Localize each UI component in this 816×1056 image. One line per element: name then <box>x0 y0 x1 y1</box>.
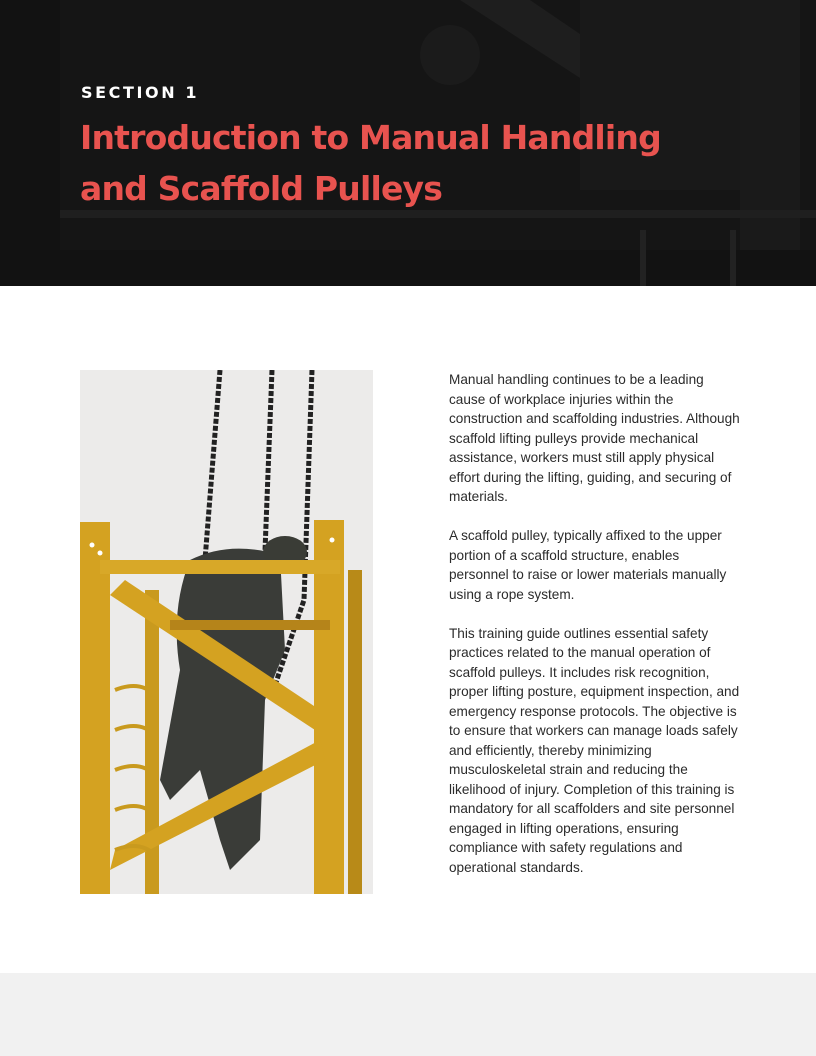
paragraph-training-guide: This training guide outlines essential safety practices related to the manual operation of scaffold pulleys. It includes risk recognition, proper lifting posture, equipment inspection, and emergency response protocols. The objective is to ensure that workers can manage loads safely and efficiently, thereby minimizing musculoskeletal strain and reducing the likelihood of injury. Completion of this training is mandatory for all scaffolders and site personnel engaged in lifting operations, ensuring compliance with safety regulations and operational standards. <box>449 625 740 875</box>
section-label: SECTION 1 <box>81 83 200 102</box>
section-header <box>0 0 816 286</box>
paragraph-manual-handling: Manual handling continues to be a leading cause of workplace injuries within the construction and scaffolding industries. Although scaffold lifting pulleys provide mechanical assistance, workers must still apply physical effort during the lifting, guiding, and securing of materials. <box>449 372 740 504</box>
paragraph-scaffold-pulley: A scaffold pulley, typically affixed to the upper portion of a scaffold structure, enables personnel to raise or lower materials manually using a rope system. <box>449 528 727 602</box>
page-title: Introduction to Manual Handling and Scaffold Pulleys <box>80 118 661 208</box>
scaffold-worker-photo <box>80 370 373 894</box>
intro-body <box>449 370 741 877</box>
footer-band <box>0 973 816 1056</box>
